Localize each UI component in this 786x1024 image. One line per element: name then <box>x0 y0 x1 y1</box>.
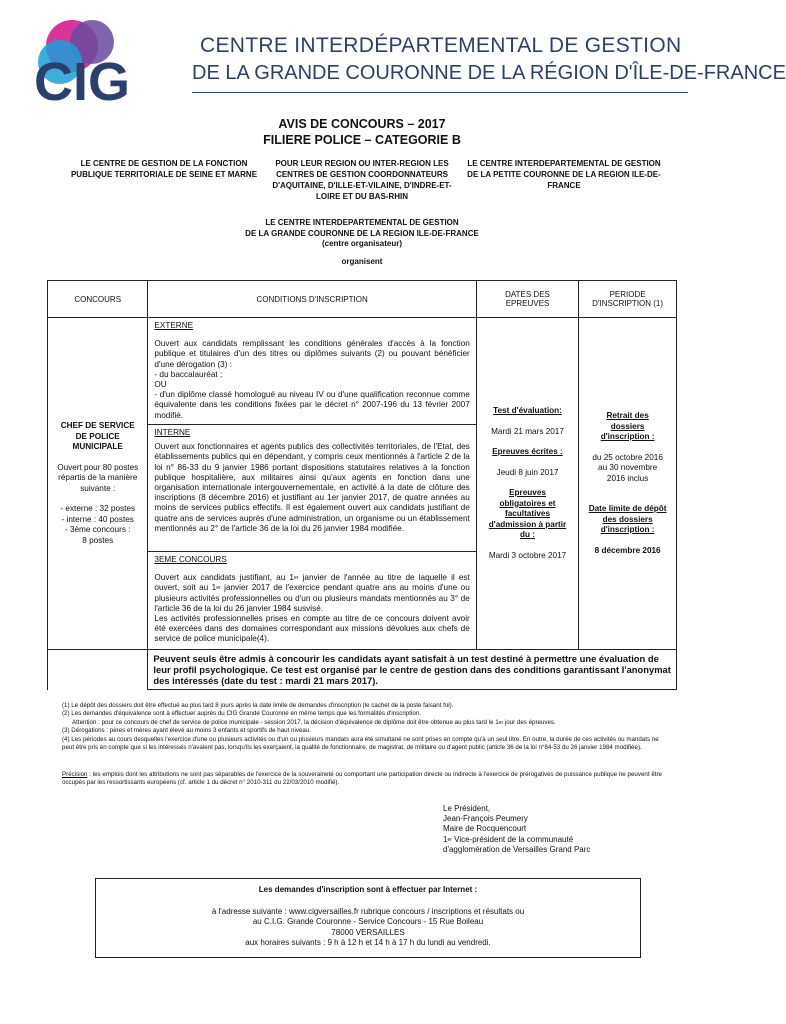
concours-postes-intro: Ouvert pour 80 postes répartis de la manière suivante : <box>57 462 139 493</box>
signature-line-1: Le Président, <box>443 804 491 813</box>
precision-text: : les emplois dont les attributions ne sont pas séparables de l'exercice de la souveraineté ou comportant une participation directe ou indirecte à l'exercice de prérogatives de puissance publique ne peuvent être occupés par les ressortissants européens (cf. article 1 du décret n° 2010-311 du 22/03/2010 modifié). <box>62 771 662 787</box>
concours-externe: - externe : 32 postes <box>60 504 136 513</box>
concours-interne: - interne : 40 postes <box>61 514 134 524</box>
title-line-2: FILIERE POLICE – CATEGORIE B <box>263 133 461 147</box>
signature-line-3: Maire de Rocquencourt <box>443 824 527 834</box>
header-dates <box>476 281 578 318</box>
ecrites-date: Jeudi 8 juin 2017 <box>496 467 559 477</box>
test-date: Mardi 21 mars 2017 <box>491 426 564 436</box>
logo-text: CIG <box>34 52 131 112</box>
header-divider <box>192 92 688 93</box>
inscription-box <box>95 878 641 958</box>
concours-table <box>47 280 677 690</box>
footnote-3: (3) Dérogations : pères et mères ayant élevé au moins 3 enfants et sportifs de haut niveau. <box>62 727 312 735</box>
header-line-2: DE LA GRANDE COURONNE DE LA RÉGION D'ÎLE-DE-FRANCE <box>192 62 786 84</box>
interne-text: Ouvert aux fonctionnaires et agents publics des collectivités territoriales, de l'Etat, des établissements publics qui en dépendant, y compris ceux mentionnés à l'article 2 de la loi n° 86-33 du 9 janvier 1986 portant dispositions statutaires relatives à la fonction publique hospitalière, aux militaires ainsi qu'aux agents en fonction dans une organisation internationale intergouvernementale, en activité à la date de clôture des inscriptions (8 décembre 2016) et justifiant au 1er janvier 2017, de quatre années au moins de services publics effectifs. Il est également ouvert aux candidats justifiant de quatre ans de services auprès d'une administration, un organisme ou un établissement mentionnés au 2° de l'article 36 de la loi du 26 janvier 1984 modifiée. <box>154 442 470 533</box>
footnote-2b-b: jour des épreuves. <box>503 718 556 726</box>
ecrites-label: Epreuves écrites : <box>492 447 563 456</box>
troisieme-text-b: janvier de l'année au titre de laquelle il est ouvert, soit au 1 <box>154 573 470 593</box>
externe-text: Ouvert aux candidats remplissant les conditions générales d'accès à la fonction publique et titulaires d'un des titres ou diplômes suivants (2) ou pouvant bénéficier d'une dérogation (3) : <box>154 339 470 369</box>
concours-cell <box>48 318 148 650</box>
interne-block <box>148 424 475 551</box>
inscription-box-line-3: 78000 VERSAILLES <box>331 927 405 937</box>
signature-block <box>443 804 683 855</box>
externe-bullet-2: - d'un diplôme classé homologué au niveau IV ou d'une qualification reconnue comme équivalente dans les conditions fixées par le décret n° 2007-196 du 13 février 2007 modifié. <box>154 390 470 420</box>
header-periode-text: PERIODE D'INSCRIPTION (1) <box>592 290 664 308</box>
test-label: Test d'évaluation: <box>493 406 562 415</box>
admission-date: Mardi 3 octobre 2017 <box>488 550 567 560</box>
footnote-2: (2) Les demandes d'équivalence sont à effectuer auprès du CIG Grande Couronne en même temps que les formalités d'inscription. <box>62 710 421 718</box>
organiser-center-line-2: DE LA GRANDE COURONNE DE LA REGION ILE-DE-FRANCE <box>245 228 479 238</box>
organiser-right: LE CENTRE INTERDEPARTEMENTAL DE GESTION DE LA PETITE COURONNE DE LA REGION ILE-DE-FRANCE <box>467 159 661 190</box>
signature-line-4-a: 1 <box>443 834 448 844</box>
table-note-row <box>48 650 677 690</box>
header-concours: CONCOURS <box>48 281 148 318</box>
periode-cell <box>579 318 677 650</box>
table-header-row <box>48 281 677 318</box>
concours-name: CHEF DE SERVICE DE POLICE MUNICIPALE <box>60 421 135 451</box>
organiser-center-line-3: (centre organisateur) <box>321 239 403 248</box>
table-body-row <box>48 318 677 650</box>
interne-label: INTERNE <box>154 428 191 437</box>
dates-cell <box>476 318 578 650</box>
inscription-box-line-4: aux horaires suivants : 9 h à 12 h et 14 h à 17 h du lundi au vendredi. <box>245 938 491 947</box>
troisieme-sup-2: er <box>216 585 221 592</box>
precision-note <box>62 771 662 788</box>
troisieme-text-c: janvier 2017 de l'exercice pendant quatre ans au moins d'une ou plusieurs activités professionnelles ou d'un ou plusieurs mandats mentionnés au 3° de l'article 36 de la loi du 26 janvier 1984 susvisé. <box>154 583 470 613</box>
externe-bullet-1: - du baccalauréat ; <box>154 369 223 379</box>
inscription-box-line-1: à l'adresse suivante : www.cigversailles.fr rubrique concours / inscriptions et résultats ou <box>211 906 525 916</box>
header-conditions: CONDITIONS D'INSCRIPTION <box>148 281 476 318</box>
cig-logo <box>30 16 158 112</box>
organiser-middle: POUR LEUR REGION OU INTER-REGION LES CENTRES DE GESTION COORDONNATEURS D'AQUITAINE, D'ILLE-ET-VILAINE, D'INDRE-ET-LOIRE ET DU BAS-RHIN <box>272 159 452 201</box>
note-empty-cell <box>48 650 148 690</box>
footnotes <box>62 702 662 752</box>
psychological-test-note: Peuvent seuls être admis à concourir les candidats ayant satisfait à un test destiné à permettre une évaluation de leur profil psychologique. Ce test est organisé par le centre de gestion dans des conditions garantissant l'anonymat des intéressés (date du test : mardi 21 mars 2017). <box>148 650 677 690</box>
signature-line-4-sup: er <box>447 836 452 843</box>
header-dates-text: DATES DES EPREUVES <box>505 290 550 308</box>
troisieme-text-a: Ouvert aux candidats justifiant, au 1 <box>154 573 294 583</box>
footnote-4: (4) Les périodes au cours desquelles l'exercice d'une ou plusieurs activités ou d'un ou plusieurs mandats aura été simultané ne sont prises en compte qu'à un seul titre. En outre, la durée de ces activités ou mandats ne peut être pris en compte que si les intéressés n'avaient pas, lorsqu'ils les exerçaient, la qualité de fonctionnaire, de magistrat, de militaire ou d'agent public (article 36 de la loi n°84-53 du 26 janvier 1984 modifiée). <box>62 735 659 752</box>
signature-line-5: d'agglomération de Versailles Grand Parc <box>443 844 591 854</box>
signature-line-4-b: Vice-président de la communauté <box>451 834 574 844</box>
troisieme-sup-1: er <box>293 575 299 582</box>
organisent-label: organisent <box>341 257 383 266</box>
organiser-center-line-1: LE CENTRE INTERDEPARTEMENTAL DE GESTION <box>265 218 459 227</box>
troisieme-text <box>154 573 469 614</box>
externe-block <box>148 318 475 424</box>
signature-line-2: Jean-François Peumery <box>443 814 528 824</box>
inscription-box-title: Les demandes d'inscription sont à effectuer par Internet : <box>258 885 478 894</box>
precision-label: Précision <box>62 771 88 778</box>
conditions-cell <box>148 318 476 650</box>
depot-label: Date limite de dépôt des dossiers d'inscription : <box>588 504 667 534</box>
footnote-2b-a: Attention : pour ce concours de chef de service de police municipale - session 2017, la décision d'équivalence de diplôme doit être obtenue au plus tard le 1 <box>72 718 499 726</box>
troisieme-label: 3EME CONCOURS <box>154 555 227 564</box>
troisieme-block <box>148 551 475 649</box>
concours-troisieme: - 3ème concours : 8 postes <box>64 525 131 545</box>
retrait-dates: du 25 octobre 2016 au 30 novembre 2016 inclus <box>592 452 663 483</box>
footnote-2b-sup: er <box>498 719 504 726</box>
header-periode <box>579 281 677 318</box>
inscription-box-line-2: au C.I.G. Grande Couronne - Service Concours - 15 Rue Boileau <box>252 917 484 926</box>
troisieme-text-2: Les activités professionnelles prises en compte au titre de ce concours doivent avoir été exercées dans des domaines correspondant aux missions dévolues aux chefs de service de police municipale(4). <box>154 614 470 644</box>
title-line-1: AVIS DE CONCOURS – 2017 <box>278 117 446 131</box>
retrait-label: Retrait des dossiers d'inscription : <box>600 411 655 441</box>
externe-label: EXTERNE <box>154 321 194 330</box>
footnote-2b <box>62 719 662 727</box>
depot-date: 8 décembre 2016 <box>594 545 661 555</box>
footnote-1: (1) Le dépôt des dossiers doit être effectué au plus tard 8 jours après la date limite de demandes d'inscription (le cachet de la poste faisant foi). <box>62 702 454 709</box>
admission-label: Epreuves obligatoires et facultatives d'admission à partir du : <box>488 488 567 539</box>
signature-line-4 <box>443 835 683 845</box>
organiser-center <box>0 218 724 250</box>
header-line-1: CENTRE INTERDÉPARTEMENTAL DE GESTION <box>200 34 682 57</box>
organiser-left: LE CENTRE DE GESTION DE LA FONCTION PUBLIQUE TERRITORIALE DE SEINE ET MARNE <box>70 159 258 179</box>
externe-ou: OU <box>154 380 167 390</box>
